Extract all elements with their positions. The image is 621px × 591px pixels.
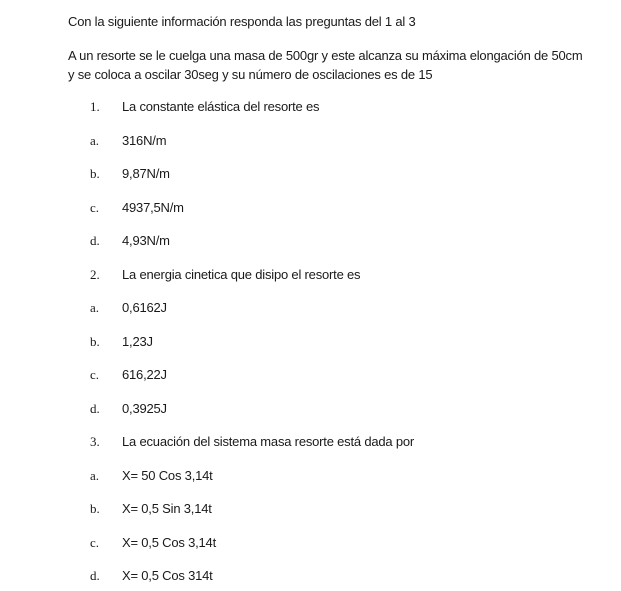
option-text: 616,22J <box>122 367 167 382</box>
problem-statement-line-1: A un resorte se le cuelga una masa de 500gr y este alcanza su máxima elongación de 50cm <box>68 48 583 63</box>
option-marker: d. <box>90 233 100 248</box>
option-marker: c. <box>90 200 100 215</box>
option-text: 0,6162J <box>122 300 167 315</box>
option-text: 4,93N/m <box>122 233 170 248</box>
option-marker: a. <box>90 468 100 483</box>
question-text: La ecuación del sistema masa resorte está dada por <box>122 434 415 449</box>
option-marker: c. <box>90 535 100 550</box>
option-text: 0,3925J <box>122 401 167 416</box>
option-text: 4937,5N/m <box>122 200 184 215</box>
option-marker: b. <box>90 334 100 349</box>
option-text: 9,87N/m <box>122 166 170 181</box>
option-text: 1,23J <box>122 334 153 349</box>
option-marker: d. <box>90 401 100 416</box>
question-number: 1. <box>90 99 100 114</box>
option-marker: c. <box>90 367 100 382</box>
question-text: La energia cinetica que disipo el resorte es <box>122 267 361 282</box>
option-marker: a. <box>90 300 100 315</box>
option-marker: b. <box>90 166 100 181</box>
option-text: X= 50 Cos 3,14t <box>122 468 213 483</box>
instructions-text: Con la siguiente información responda las preguntas del 1 al 3 <box>68 14 416 29</box>
option-text: 316N/m <box>122 133 167 148</box>
question-number: 3. <box>90 434 100 449</box>
option-marker: b. <box>90 501 100 516</box>
question-text: La constante elástica del resorte es <box>122 99 320 114</box>
question-number: 2. <box>90 267 100 282</box>
option-text: X= 0,5 Sin 3,14t <box>122 501 212 516</box>
option-marker: d. <box>90 568 100 583</box>
option-text: X= 0,5 Cos 314t <box>122 568 213 583</box>
option-marker: a. <box>90 133 100 148</box>
problem-statement-line-2: y se coloca a oscilar 30seg y su número de oscilaciones es de 15 <box>68 67 433 82</box>
option-text: X= 0,5 Cos 3,14t <box>122 535 217 550</box>
